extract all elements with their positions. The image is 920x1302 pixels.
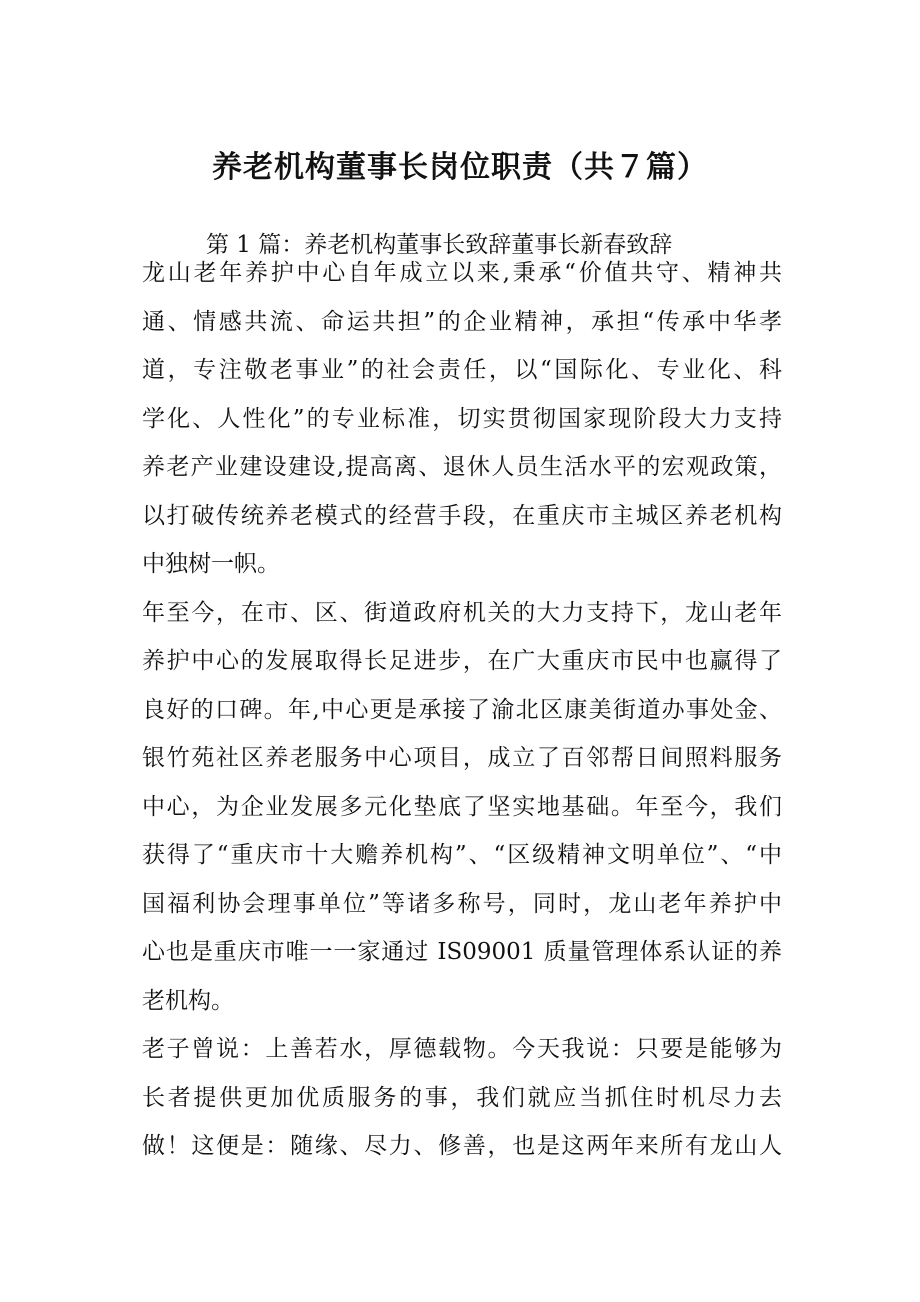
text-line: 养护中心的发展取得长足进步，在广大重庆市民中也赢得了 [142,648,782,674]
text-line: 年至今，在市、区、街道政府机关的大力支持下，龙山老年 [142,599,782,626]
text-line: 良好的口碑。年,中心更是承接了渝北区康美街道办事处金、 [142,696,782,723]
text-line: 国福利协会理事单位”等诸多称号，同时，龙山老年养护中 [142,890,782,917]
text-line: 通、情感共流、命运共担”的企业精神，承担“传承中华孝 [142,308,782,335]
text-line: 龙山老年养护中心自年成立以来,秉承“价值共守、精神共 [142,260,782,286]
text-line: 银竹苑社区养老服务中心项目，成立了百邻帮日间照料服务 [142,745,782,771]
paragraph-3 [142,1025,782,1171]
document-title: 养老机构董事长岗位职责（共７篇） [212,150,708,185]
text-line: 获得了“重庆市十大赡养机构”、“区级精神文明单位”、“中 [142,842,782,868]
text-line: 中独树一帜。 [142,551,280,577]
text-line: 养老产业建设建设,提高离、退休人员生活水平的宏观政策， [142,454,782,480]
document-body [142,249,782,1171]
text-line: 做！这便是：随缘、尽力、修善，也是这两年来所有龙山人 [142,1133,782,1159]
text-line: 长者提供更加优质服务的事，我们就应当抓住时机尽力去 [142,1084,782,1111]
paragraph-2 [142,589,782,1026]
text-line: 心也是重庆市唯一一家通过 IS09001 质量管理体系认证的养 [142,939,782,965]
text-line: 道，专注敬老事业”的社会责任，以“国际化、专业化、科 [142,357,782,383]
text-line: 老机构。 [142,987,234,1014]
paragraph-1 [142,249,782,589]
text-line: 中心，为企业发展多元化垫底了坚实地基础。年至今，我们 [142,793,782,820]
text-line: 以打破传统养老模式的经营手段，在重庆市主城区养老机构 [142,502,782,529]
chapter-heading: 第 1 篇：养老机构董事长致辞董事长新春致辞 [206,232,673,258]
text-line: 学化、人性化”的专业标准，切实贯彻国家现阶段大力支持 [142,405,782,432]
text-line: 老子曾说：上善若水，厚德载物。今天我说：只要是能够为 [142,1036,782,1062]
